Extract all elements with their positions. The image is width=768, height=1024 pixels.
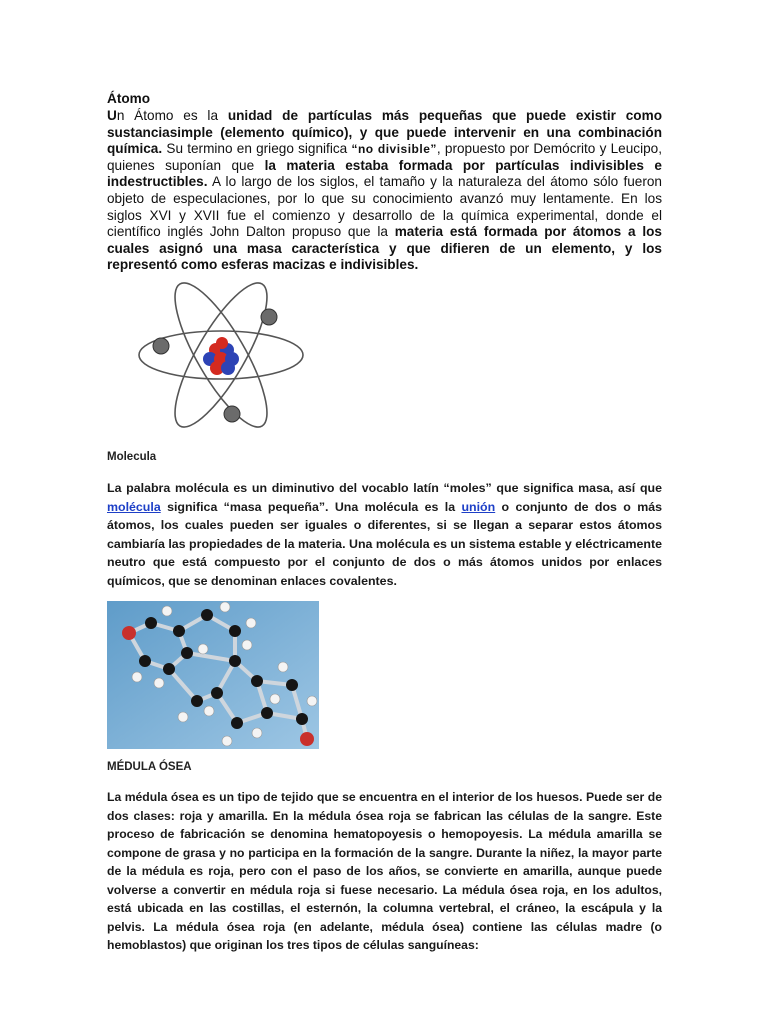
atomo-paragraph: [107, 108, 662, 274]
medula-heading: MÉDULA ÓSEA: [107, 761, 192, 773]
text-run: La palabra molécula es un diminutivo del vocablo latín “moles” que significa masa, así que: [107, 481, 662, 495]
bold-run: unidad de partículas más pequeñas que puede existir como sustanciasimple (elemento químico), y que puede intervenir en una combinación química.: [107, 108, 662, 157]
nucleus: [203, 337, 239, 375]
bold-run: materia está formada por átomos a los cuales asignó una masa característica y que difieren de un elemento, y los representó como esferas macizas e indivisibles.: [107, 224, 662, 273]
text-run: A lo largo de los siglos, el tamaño y la naturaleza del átomo sólo fueron objeto de especulaciones, por lo que su conocimiento avanzó muy lentamente. En los siglos XVI y XVII fue el comienzo y desarrollo de la química experimental, donde el científico inglés John Dalton propuso que la: [107, 174, 662, 240]
molecula-paragraph: [107, 479, 662, 591]
text-run: Su termino en griego significa: [162, 141, 352, 157]
link-molecula[interactable]: molécula: [107, 499, 161, 514]
molecule-photo: [107, 601, 319, 749]
drop-letter: U: [107, 108, 117, 123]
text-run: significa “masa pequeña”. Una molécula es la: [160, 499, 462, 514]
medula-paragraph: La médula ósea es un tipo de tejido que se encuentra en el interior de los huesos. Puede ser de dos clases: roja y amarilla. En la médula ósea roja se fabrican las células de la sangre. Este proceso de fabricación se denomina hematopoyesis o hemopoyesis. La médula amarilla se compone de grasa y no participa en la formación de la sangre. Durante la niñez, la mayor parte de la médula es roja, pero con el paso de los años, se convierte en amarilla, aunque puede volverse a convertir en médula roja si fuese necesario. La médula ósea roja, en los adultos, está ubicada en las costillas, el esternón, la columna vertebral, el cráneo, la escápula y la pelvis. La médula ósea roja (en adelante, médula ósea) contiene las células madre (o hemoblastos) que originan los tres tipos de células sanguíneas:: [107, 790, 662, 952]
molecula-heading: Molecula: [107, 451, 157, 463]
bold-run: la materia estaba formada por partículas indivisibles e indestructibles.: [107, 157, 662, 190]
atomo-heading: Átomo: [107, 91, 151, 106]
text-run: , propuesto por Demócrito y Leucipo, quienes suponían que: [107, 141, 662, 173]
link-union[interactable]: unión: [461, 499, 496, 514]
atom-illustration: [137, 280, 305, 430]
text-run: o conjunto de dos o más átomos, los cuales pueden ser iguales o diferentes, si se llegan a separar estos átomos cambiaría las propiedades de la materia. Una molécula es un sistema estable y eléctricamente neutro que está compuesto por el conjunto de dos o más átomos unidos por enlaces químicos, que se denominan enlaces covalentes.: [107, 499, 662, 588]
bold-run: “no divisible”: [351, 142, 437, 157]
atomo-section: [107, 90, 662, 274]
text-run: n Átomo es la: [116, 108, 228, 123]
